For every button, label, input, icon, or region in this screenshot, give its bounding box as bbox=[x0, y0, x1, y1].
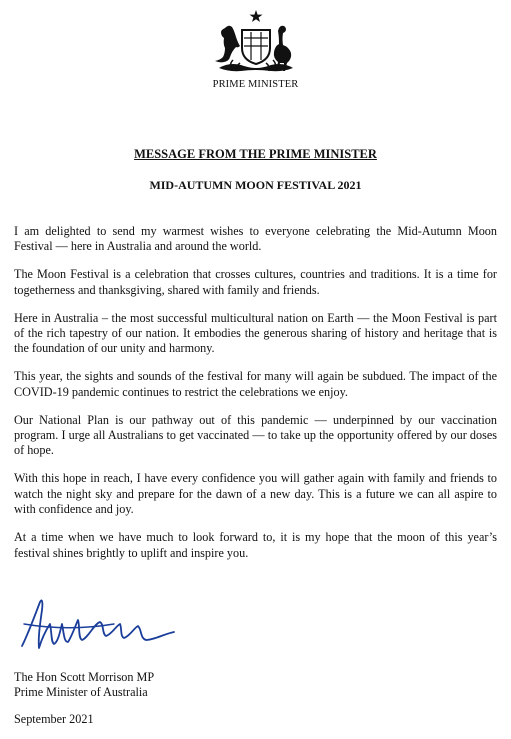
handwritten-signature bbox=[18, 594, 178, 654]
star-icon bbox=[250, 10, 263, 22]
paragraph: I am delighted to send my warmest wishes to everyone celebrating the Mid-Autumn Moon Festival — here in Australia and around the world. bbox=[14, 224, 497, 254]
signatory-block bbox=[14, 670, 154, 701]
letter-date: September 2021 bbox=[14, 712, 94, 726]
kangaroo-icon bbox=[215, 26, 240, 63]
paragraph: This year, the sights and sounds of the festival for many will again be subdued. The impact of the COVID-19 pandemic continues to restrict the celebrations we enjoy. bbox=[14, 369, 497, 399]
paragraph: At a time when we have much to look forward to, it is my hope that the moon of this year’s festival shines brightly to uplift and inspire you. bbox=[14, 530, 497, 560]
paragraph: Here in Australia – the most successful multicultural nation on Earth — the Moon Festival is part of the rich tapestry of our nation. It embodies the generous sharing of history and heritage that is the foundation of our unity and harmony. bbox=[14, 310, 497, 356]
signatory-position: Prime Minister of Australia bbox=[14, 685, 148, 700]
shield-icon bbox=[242, 30, 270, 64]
paragraph: The Moon Festival is a celebration that crosses cultures, countries and traditions. It is a time for togetherness and thanksgiving, shared with family and friends. bbox=[14, 267, 497, 297]
page-subtitle: MID-AUTUMN MOON FESTIVAL 2021 bbox=[149, 178, 362, 192]
message-body bbox=[14, 224, 497, 573]
office-title: PRIME MINISTER bbox=[212, 79, 299, 90]
paragraph: Our National Plan is our pathway out of this pandemic — underpinned by our vaccination program. I urge all Australians to get vaccinated — to take up the opportunity offered by our doses of hope. bbox=[14, 412, 497, 458]
coat-of-arms-icon bbox=[211, 8, 301, 76]
paragraph: With this hope in reach, I have every confidence you will gather again with family and friends to watch the night sky and prepare for the dawn of a new day. This is a future we can all aspire to with confidence and joy. bbox=[14, 471, 497, 517]
signatory-name: The Hon Scott Morrison MP bbox=[14, 670, 155, 684]
page-title: MESSAGE FROM THE PRIME MINISTER bbox=[134, 147, 377, 161]
